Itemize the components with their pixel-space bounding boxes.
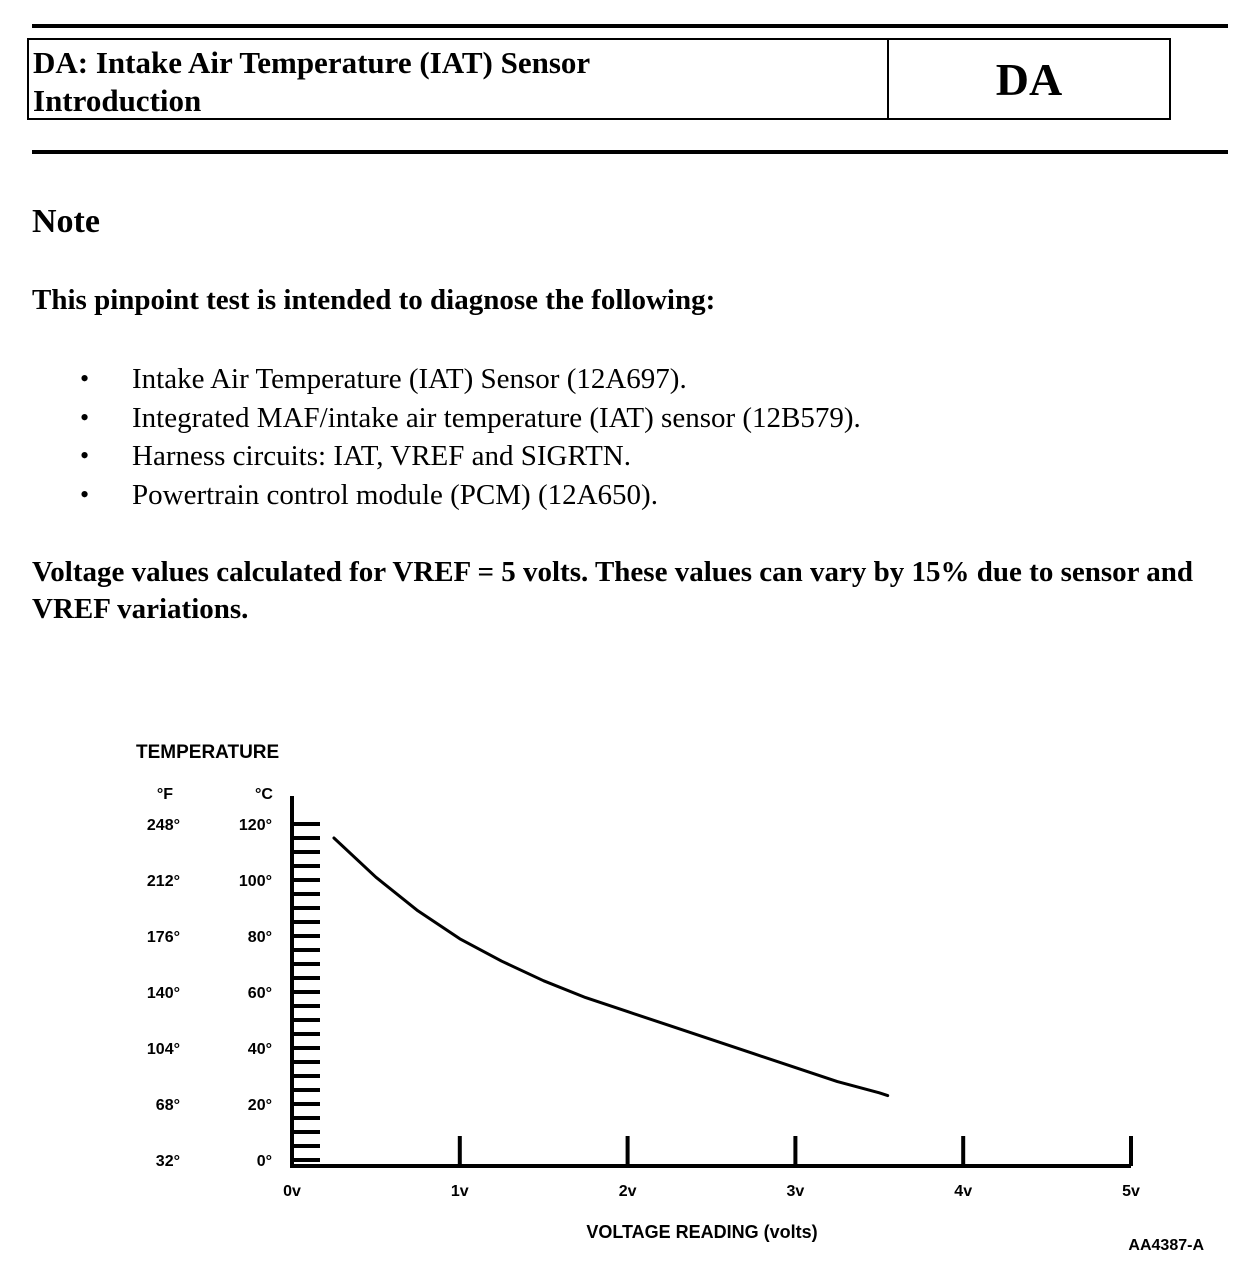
list-item-text: Intake Air Temperature (IAT) Sensor (12A697). bbox=[132, 363, 687, 395]
y-axis-unit-c: °C bbox=[255, 786, 273, 803]
top-rule bbox=[32, 24, 1228, 28]
note-intro: This pinpoint test is intended to diagnose the following: bbox=[32, 284, 716, 316]
bullet-icon: • bbox=[80, 479, 90, 509]
header-bottom-rule bbox=[32, 150, 1228, 154]
y-tick-label-f: 68° bbox=[155, 1097, 180, 1114]
list-item-text: Powertrain control module (PCM) (12A650). bbox=[132, 478, 658, 511]
chart-title: TEMPERATURE bbox=[136, 742, 280, 763]
y-tick-label-f: 248° bbox=[146, 817, 180, 834]
voltage-note: Voltage values calculated for VREF = 5 volts. These values can vary by 15% due to sensor and VREF variations. bbox=[32, 556, 1194, 625]
note-heading: Note bbox=[32, 203, 100, 240]
iat-voltage-chart bbox=[0, 700, 1248, 1270]
section-title-line1: DA: Intake Air Temperature (IAT) Sensor bbox=[33, 45, 591, 80]
y-tick-label-c: 60° bbox=[247, 985, 272, 1002]
y-tick-label-c: 20° bbox=[247, 1097, 272, 1114]
section-title-line2: Introduction bbox=[33, 83, 202, 118]
y-axis-unit-f: °F bbox=[156, 786, 174, 803]
y-tick-label-f: 176° bbox=[146, 929, 180, 946]
list-item bbox=[80, 360, 861, 399]
y-tick-label-c: 40° bbox=[247, 1041, 272, 1058]
bullet-icon: • bbox=[80, 402, 90, 432]
y-tick-label-c: 120° bbox=[238, 817, 272, 834]
figure-id: AA4387-A bbox=[1128, 1237, 1204, 1254]
y-tick-label-f: 140° bbox=[146, 985, 180, 1002]
list-item-text: Integrated MAF/intake air temperature (IAT) sensor (12B579). bbox=[132, 401, 861, 434]
list-item bbox=[80, 437, 861, 476]
x-tick-label: 4v bbox=[954, 1183, 973, 1200]
y-tick-label-c: 80° bbox=[247, 929, 272, 946]
y-tick-label-f: 104° bbox=[146, 1041, 180, 1058]
bullet-icon: • bbox=[80, 364, 90, 393]
list-item-text: Harness circuits: IAT, VREF and SIGRTN. bbox=[132, 440, 631, 472]
y-tick-label-c: 0° bbox=[256, 1153, 272, 1170]
x-tick-label: 5v bbox=[1122, 1183, 1140, 1200]
x-tick-label: 3v bbox=[786, 1183, 805, 1200]
list-item bbox=[80, 399, 861, 438]
y-tick-label-f: 212° bbox=[146, 873, 180, 890]
x-tick-label: 0v bbox=[283, 1183, 301, 1200]
diagnosis-list bbox=[80, 360, 861, 514]
x-tick-label: 2v bbox=[618, 1183, 637, 1200]
x-tick-label: 1v bbox=[450, 1183, 469, 1200]
bullet-icon: • bbox=[80, 441, 90, 470]
series-line bbox=[334, 838, 888, 1096]
list-item bbox=[80, 476, 861, 515]
y-tick-label-f: 32° bbox=[155, 1153, 180, 1170]
section-title bbox=[29, 40, 889, 118]
section-header bbox=[27, 38, 1171, 120]
x-axis-label: VOLTAGE READING (volts) bbox=[586, 1222, 818, 1242]
y-tick-label-c: 100° bbox=[238, 873, 272, 890]
section-code: DA bbox=[995, 53, 1063, 105]
